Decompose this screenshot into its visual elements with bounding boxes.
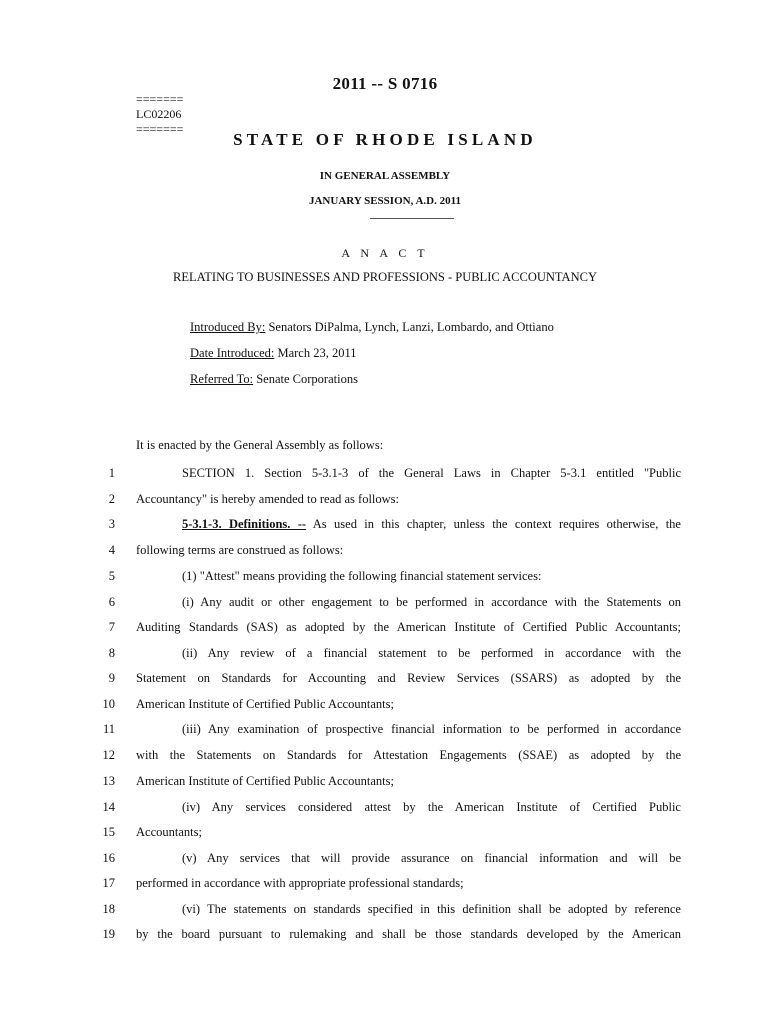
act-title: RELATING TO BUSINESSES AND PROFESSIONS - PUBLIC ACCOUNTANCY [173,270,597,284]
docket-rule-top: ======= [136,92,184,106]
bill-line [0,873,770,893]
line-number: 3 [108,517,115,531]
date-introduced [190,346,357,361]
bill-line [0,514,770,534]
introduced-by [190,320,554,335]
line-text: by the board pursuant to rulemaking and shall be those standards developed by the American [136,927,681,941]
line-number: 12 [102,748,115,762]
line-number: 5 [108,569,115,583]
bill-line [0,822,770,842]
line-number: 1 [108,466,115,480]
line-text: (iv) Any services considered attest by the American Institute of Certified Public [182,800,681,814]
line-text: Statement on Standards for Accounting and Review Services (SSARS) as adopted by the [136,671,681,685]
session-divider [370,218,454,219]
line-text: Auditing Standards (SAS) as adopted by the American Institute of Certified Public Accountants; [136,620,681,634]
line-number: 4 [108,543,115,557]
bill-line [0,643,770,663]
line-text: performed in accordance with appropriate professional standards; [136,876,464,890]
bill-line [0,797,770,817]
line-text: Accountants; [136,825,202,839]
line-text: American Institute of Certified Public Accountants; [136,774,394,788]
docket-rule-bottom: ======= [136,122,184,136]
line-number: 15 [102,825,115,839]
date-introduced-label: Date Introduced: [190,346,275,360]
enacting-clause: It is enacted by the General Assembly as follows: [136,438,384,452]
line-number: 13 [102,774,115,788]
bill-line [0,540,770,560]
section-body: As used in this chapter, unless the context requires otherwise, the [306,517,681,531]
bill-line [0,617,770,637]
line-text: (ii) Any review of a financial statement to be performed in accordance with the [182,646,681,660]
bill-line [0,694,770,714]
line-number: 6 [108,595,115,609]
bill-line [0,924,770,944]
line-text: (v) Any services that will provide assurance on financial information and will be [182,851,681,865]
bill-line [0,848,770,868]
bill-line [0,745,770,765]
line-number: 11 [102,722,115,736]
date-introduced-value: March 23, 2011 [274,346,357,360]
bill-line [0,719,770,739]
state-title: STATE OF RHODE ISLAND [233,130,537,149]
line-number: 17 [102,876,115,890]
line-number: 2 [108,492,115,506]
bill-line [0,668,770,688]
referred-to-value: Senate Corporations [253,372,358,386]
line-text: American Institute of Certified Public Accountants; [136,697,394,711]
line-number: 10 [102,697,115,711]
line-number: 19 [102,927,115,941]
act-label: A N A C T [341,246,429,260]
bill-line [0,899,770,919]
line-text: Accountancy" is hereby amended to read as follows: [136,492,400,506]
introduced-by-label: Introduced By: [190,320,266,334]
line-text: with the Statements on Standards for Attestation Engagements (SSAE) as adopted by the [136,748,681,762]
docket-id: LC02206 [136,107,182,121]
bill-line [0,566,770,586]
line-number: 7 [108,620,115,634]
line-text: (i) Any audit or other engagement to be performed in accordance with the Statements on [182,595,681,609]
introduced-by-value: Senators DiPalma, Lynch, Lanzi, Lombardo, and Ottiano [265,320,554,334]
section-heading: 5-3.1-3. Definitions. -- [182,517,307,531]
referred-to-label: Referred To: [190,372,254,386]
bill-line [0,463,770,483]
line-number: 16 [102,851,115,865]
line-text: (1) "Attest" means providing the following financial statement services: [182,569,542,583]
line-text: following terms are construed as follows: [136,543,344,557]
bill-line [0,771,770,791]
line-number: 14 [102,800,115,814]
referred-to [190,372,358,387]
line-number: 8 [108,646,115,660]
bill-line [0,592,770,612]
line-number: 18 [102,902,115,916]
line-text: (vi) The statements on standards specified in this definition shall be adopted by reference [182,902,681,916]
line-text: SECTION 1. Section 5-3.1-3 of the General Laws in Chapter 5-3.1 entitled "Public [182,466,681,480]
session-heading: JANUARY SESSION, A.D. 2011 [308,195,461,207]
assembly-heading: IN GENERAL ASSEMBLY [319,170,451,182]
bill-number: 2011 -- S 0716 [332,74,438,93]
bill-line [0,489,770,509]
line-text [182,514,681,534]
line-number: 9 [108,671,115,685]
line-text: (iii) Any examination of prospective financial information to be performed in accordance [182,722,681,736]
